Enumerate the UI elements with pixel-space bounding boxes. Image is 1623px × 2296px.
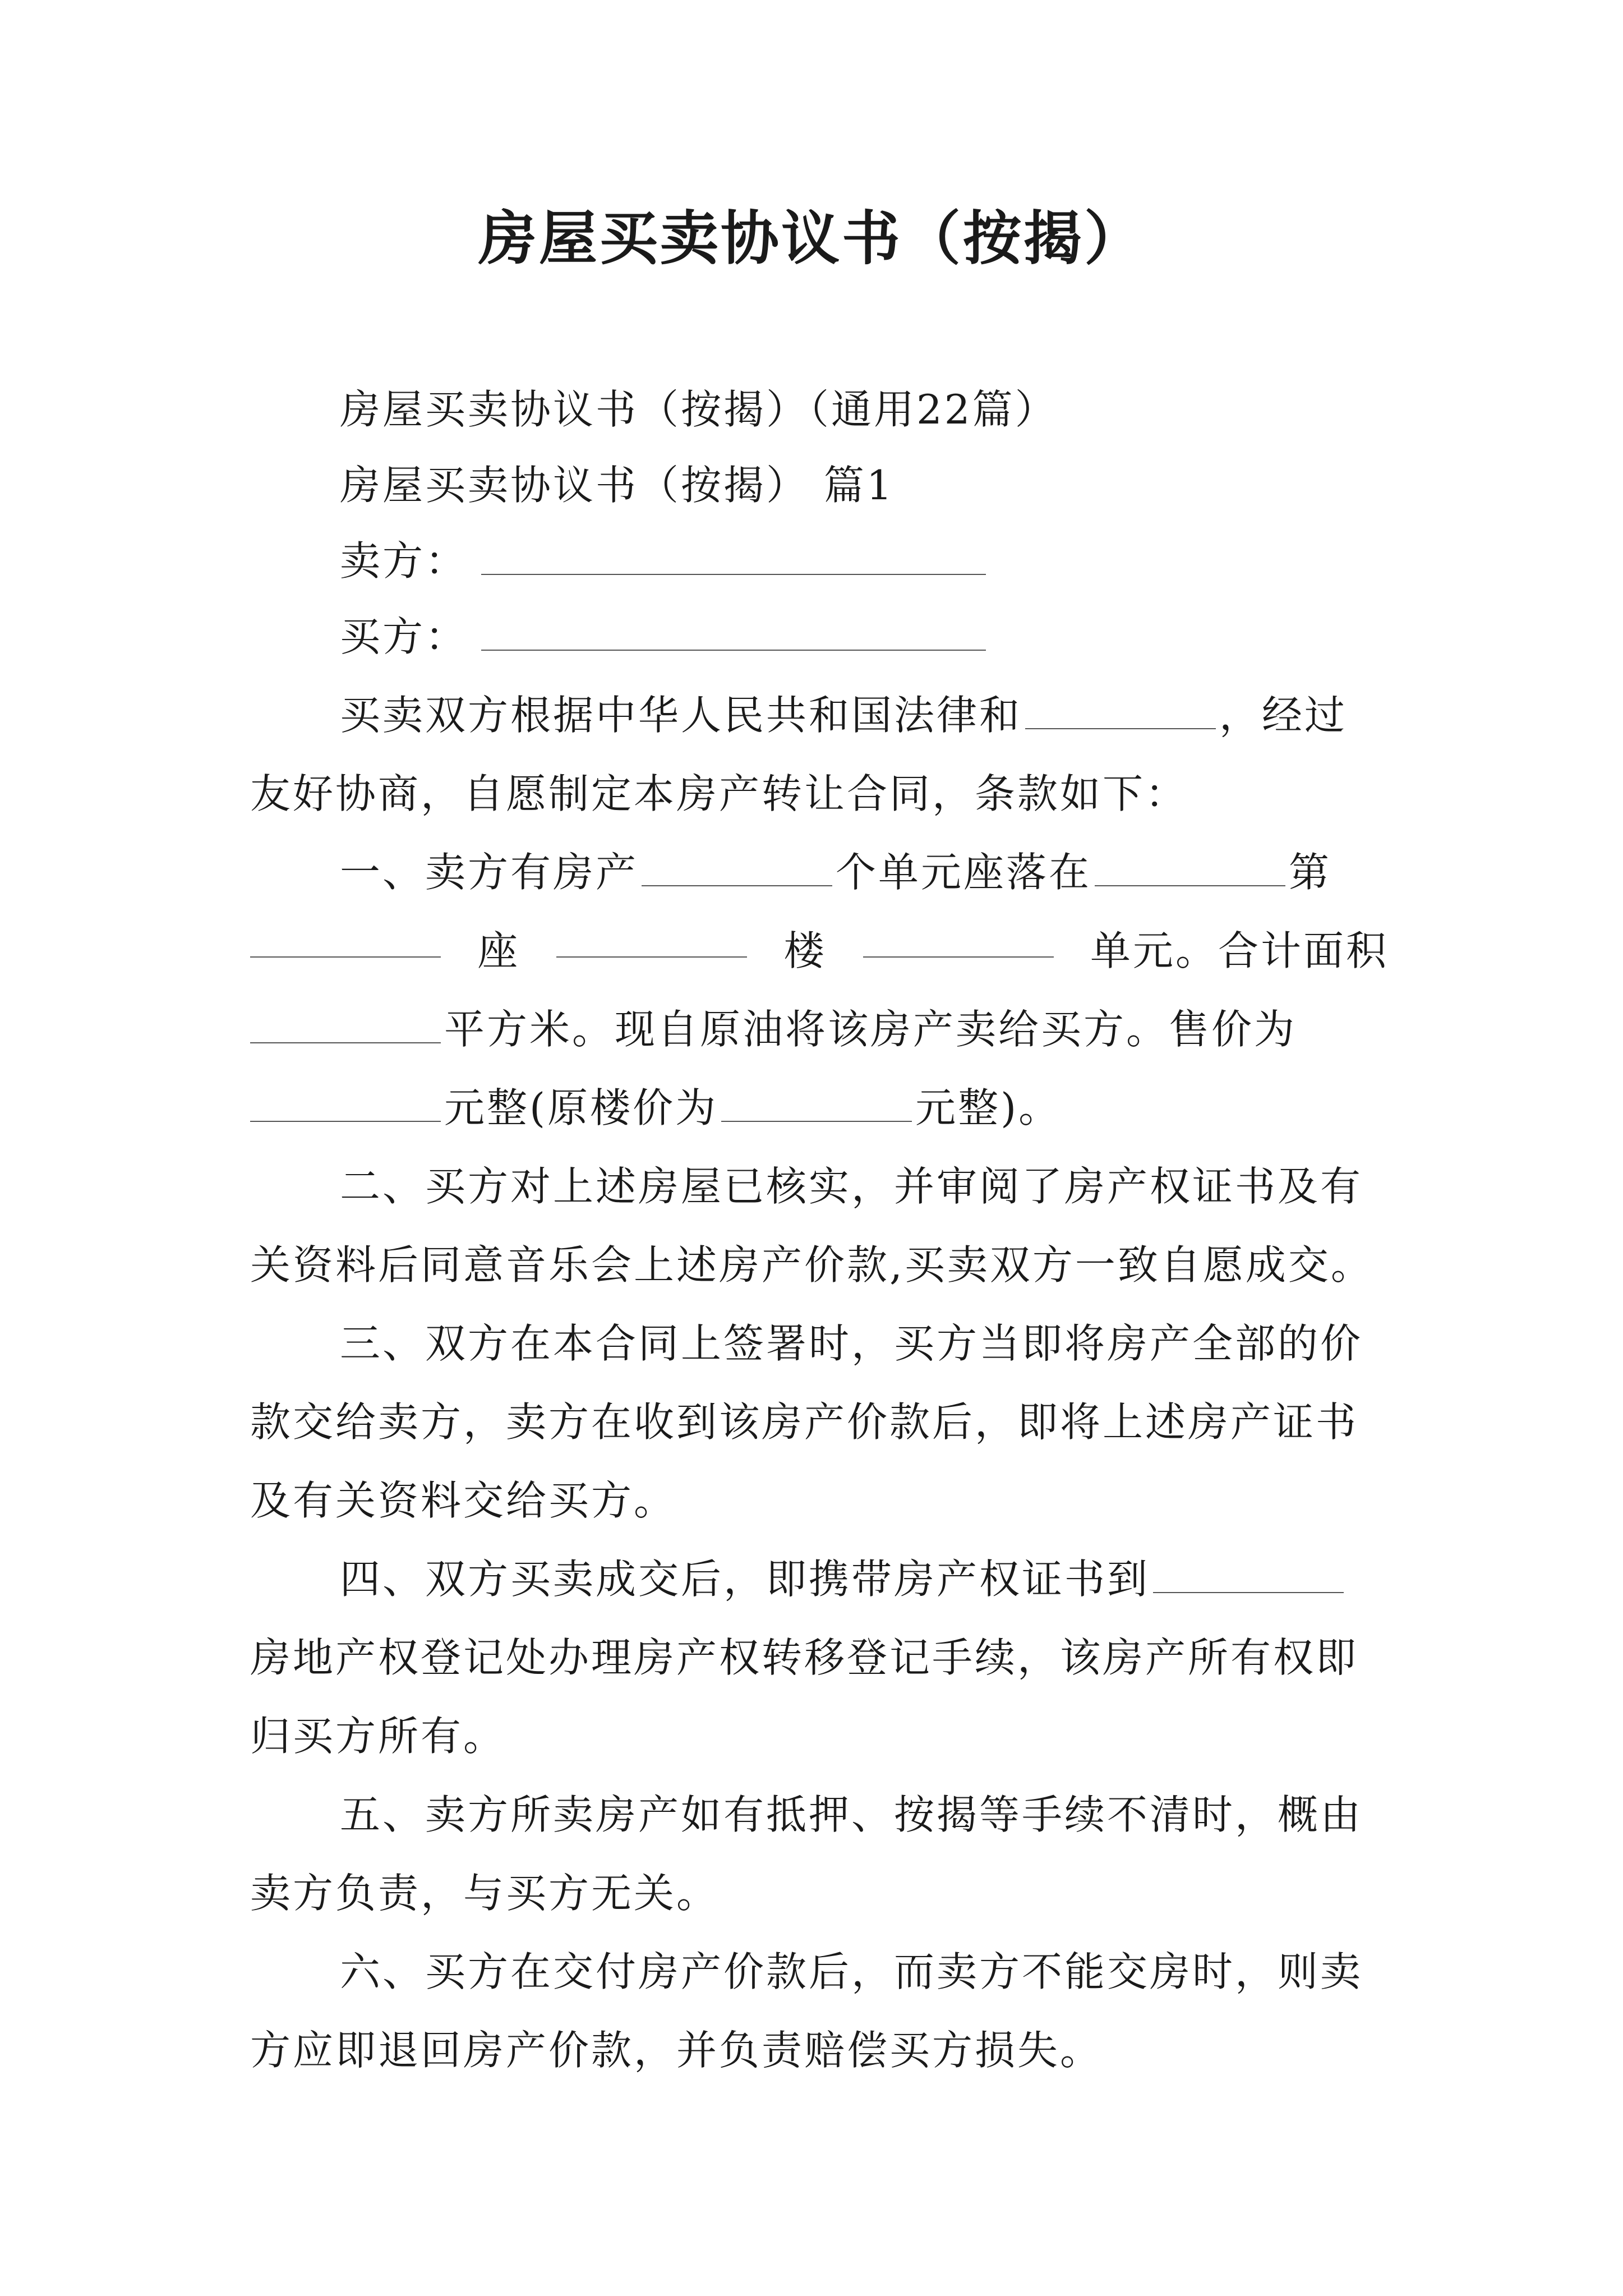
clause-1-line-1: 一、卖方有房产 个单元座落在 第 xyxy=(340,849,1332,896)
clause-6-line-1: 六、买方在交付房产价款后，而卖方不能交房时，则卖 xyxy=(340,1948,1363,1995)
clause-4-line-1: 四、双方买卖成交后，即携带房产权证书到 xyxy=(340,1551,1347,1607)
buyer-label: 买方： xyxy=(340,613,468,660)
block-blank xyxy=(250,923,441,958)
chapter-heading: 房屋买卖协议书（按揭） 篇1 xyxy=(340,462,895,509)
unit-blank xyxy=(863,923,1054,958)
buyer-blank xyxy=(481,616,986,651)
preamble-line-1: 买卖双方根据中华人民共和国法律和 ，经过 xyxy=(340,692,1348,739)
floor-blank xyxy=(556,923,747,958)
clause-3-line-2: 款交给卖方，卖方在收到该房产价款后，即将上述房产证书 xyxy=(250,1398,1359,1446)
clause-2-line-1: 二、买方对上述房屋已核实，并审阅了房产权证书及有 xyxy=(340,1163,1363,1210)
clause-4-line-2: 房地产权登记处办理房产权转移登记手续，该房产所有权即 xyxy=(250,1634,1359,1681)
clause-3-line-1: 三、双方在本合同上签署时，买方当即将房产全部的价 xyxy=(340,1320,1363,1367)
seller-label: 卖方： xyxy=(340,537,468,585)
registry-blank xyxy=(1153,1558,1344,1593)
clause-1-line-4: 元整(原楼价为 元整)。 xyxy=(250,1080,1061,1136)
buyer-line xyxy=(340,609,986,665)
property-count-blank xyxy=(642,852,832,886)
clause-2-line-2: 关资料后同意音乐会上述房产价款,买卖双方一致自愿成交。 xyxy=(250,1241,1373,1289)
clause-5-line-1: 五、卖方所卖房产如有抵押、按揭等手续不清时，概由 xyxy=(340,1791,1363,1838)
price-blank xyxy=(250,1087,441,1122)
document-title: 房屋买卖协议书（按揭） xyxy=(478,204,1145,273)
seller-line xyxy=(340,533,986,589)
clause-1-line-3: 平方米。现自原油将该房产卖给买方。售价为 xyxy=(250,1001,1297,1057)
clause-3-line-3: 及有关资料交给买方。 xyxy=(250,1477,677,1524)
subtitle-line: 房屋买卖协议书（按揭）（通用22篇） xyxy=(340,386,1058,433)
clause-4-line-3: 归买方所有。 xyxy=(250,1713,506,1760)
preamble-line-2: 友好协商，自愿制定本房产转让合同，条款如下： xyxy=(250,770,1188,817)
clause-5-line-2: 卖方负责，与买方无关。 xyxy=(250,1870,720,1917)
seller-blank xyxy=(481,540,986,575)
clause-1-line-2: 座 楼 单元。合计面积 xyxy=(250,923,1389,979)
original-price-blank xyxy=(721,1087,912,1122)
law-blank xyxy=(1025,694,1216,729)
area-blank xyxy=(250,1009,441,1043)
location-blank xyxy=(1095,852,1285,886)
clause-6-line-2: 方应即退回房产价款，并负责赔偿买方损失。 xyxy=(250,2027,1103,2074)
